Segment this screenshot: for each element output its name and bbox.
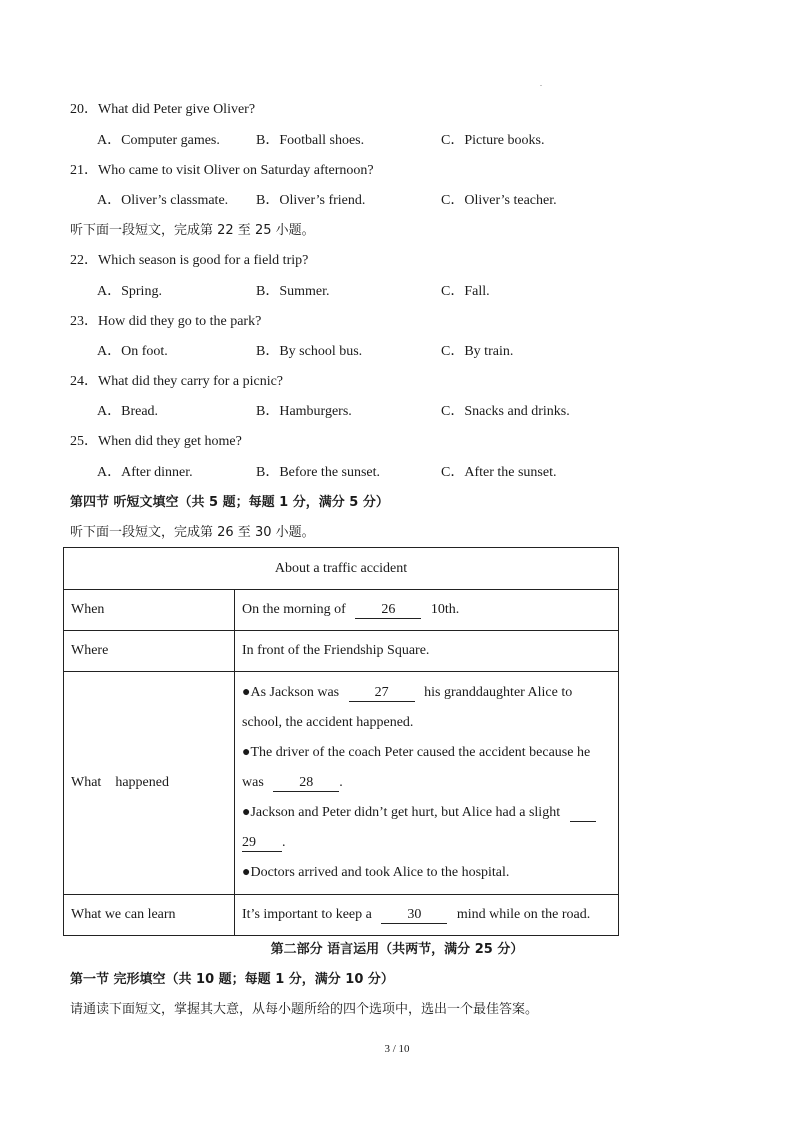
text: his granddaughter Alice to [424, 685, 573, 700]
blank-29: 29 [242, 835, 282, 852]
question-number: 25． [70, 434, 98, 449]
question-text: How did they go to the park? [98, 314, 262, 329]
table-row [64, 548, 619, 590]
question-number: 23． [70, 314, 98, 329]
what-label: What happened [64, 672, 235, 895]
blank-30: 30 [381, 907, 447, 924]
question-number: 21． [70, 163, 98, 178]
question-25 [70, 433, 242, 451]
question-22 [70, 252, 308, 270]
blank-29-start [570, 805, 596, 822]
option-b: B．Hamburgers. [256, 404, 352, 419]
page-number: 3 / 10 [384, 1043, 410, 1055]
what-line-1 [242, 678, 611, 708]
when-post: 10th. [430, 601, 460, 617]
cloze-instruction: 请通读下面短文，掌握其大意，从每小题所给的四个选项中，选出一个最佳答案。 [70, 1002, 539, 1017]
table-row [64, 895, 619, 936]
where-value: In front of the Friendship Square. [235, 631, 619, 672]
section4-title: 第四节 听短文填空（共 5 题；每题 1 分，满分 5 分） [70, 495, 389, 510]
text: ●Jackson and Peter didn’t get hurt, but Alice had a slight [242, 805, 561, 820]
option-c: C．Fall. [441, 284, 490, 299]
question-number: 20． [70, 102, 98, 117]
learn-cell [235, 895, 619, 936]
option-a: A．After dinner. [97, 465, 193, 480]
table-row [64, 672, 619, 895]
table-row [64, 590, 619, 631]
what-line-2: school, the accident happened. [242, 715, 414, 730]
what-cell [235, 672, 619, 895]
text: . [339, 775, 343, 790]
when-cell [235, 590, 619, 631]
learn-pre: It’s important to keep a [242, 906, 372, 922]
instruction-22-25: 听下面一段短文，完成第 22 至 25 小题。 [70, 223, 315, 238]
question-text: What did Peter give Oliver? [98, 102, 256, 117]
text: ●As Jackson was [242, 685, 340, 700]
table-row [64, 631, 619, 672]
question-number: 24． [70, 374, 98, 389]
question-20 [70, 101, 255, 119]
option-a: A．Bread. [97, 404, 159, 419]
what-line-6 [242, 828, 611, 858]
top-mark: . [540, 79, 542, 88]
question-text: When did they get home? [98, 434, 242, 449]
table-title: About a traffic accident [64, 548, 619, 590]
part2-title: 第二部分 语言运用（共两节，满分 25 分） [270, 942, 524, 957]
option-c: C．After the sunset. [441, 465, 557, 480]
learn-post: mind while on the road. [456, 906, 591, 922]
question-21 [70, 162, 374, 180]
text: was [242, 775, 264, 790]
blank-28: 28 [273, 775, 339, 792]
question-number: 22． [70, 253, 98, 268]
what-line-4 [242, 768, 611, 798]
option-c: C．Snacks and drinks. [441, 404, 570, 419]
option-a: A．Computer games. [97, 133, 220, 148]
question-24 [70, 373, 283, 391]
option-c: C．Oliver’s teacher. [441, 193, 557, 208]
question-text: Who came to visit Oliver on Saturday afternoon? [98, 163, 374, 178]
option-a: A．Oliver’s classmate. [97, 193, 229, 208]
question-text: What did they carry for a picnic? [98, 374, 284, 389]
option-c: C．By train. [441, 344, 514, 359]
option-a: A．On foot. [97, 344, 168, 359]
learn-label: What we can learn [64, 895, 235, 936]
what-line-3: ●The driver of the coach Peter caused the accident because he [242, 745, 591, 760]
instruction-26-30: 听下面一段短文，完成第 26 至 30 小题。 [70, 525, 315, 540]
where-label: Where [64, 631, 235, 672]
traffic-accident-table [63, 547, 619, 936]
question-text: Which season is good for a field trip? [98, 253, 309, 268]
blank-26: 26 [355, 602, 421, 619]
text: . [282, 835, 286, 850]
option-b: B．By school bus. [256, 344, 363, 359]
blank-27: 27 [349, 685, 415, 702]
what-line-7: ●Doctors arrived and took Alice to the hospital. [242, 865, 510, 880]
section1-title: 第一节 完形填空（共 10 题；每题 1 分，满分 10 分） [70, 972, 394, 987]
option-c: C．Picture books. [441, 133, 545, 148]
when-label: When [64, 590, 235, 631]
question-23 [70, 313, 261, 331]
option-b: B．Football shoes. [256, 133, 365, 148]
what-line-5 [242, 798, 611, 828]
option-b: B．Oliver’s friend. [256, 193, 366, 208]
option-a: A．Spring. [97, 284, 162, 299]
when-pre: On the morning of [242, 601, 346, 617]
option-b: B．Before the sunset. [256, 465, 381, 480]
option-b: B．Summer. [256, 284, 330, 299]
